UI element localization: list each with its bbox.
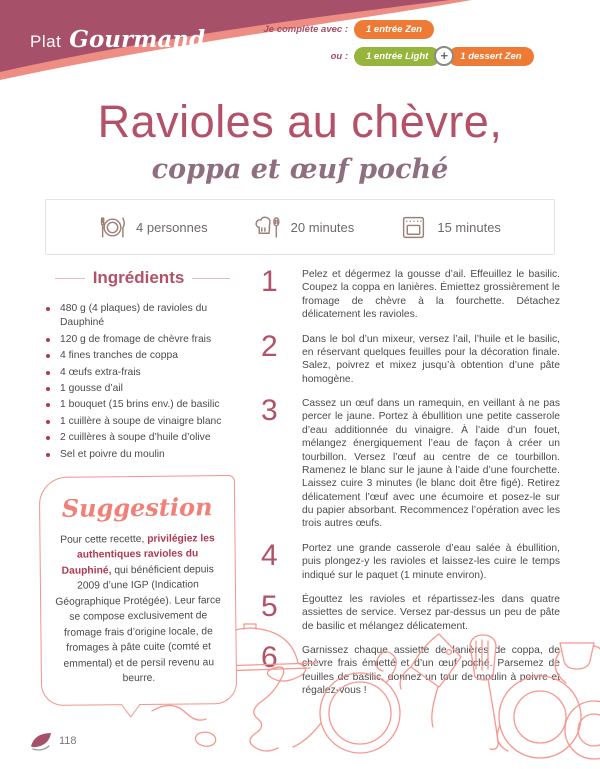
complete-row-2	[260, 46, 534, 66]
ingredient-item: 480 g (4 plaques) de ravioles du Dauphiné	[52, 302, 245, 331]
category-plain: Plat	[30, 32, 62, 51]
page-number: 118	[59, 735, 77, 747]
badge-entree-light: 1 entrée Light	[354, 47, 440, 66]
title-block	[0, 96, 600, 185]
step-3	[261, 394, 560, 531]
ingredient-item: 2 cuillères à soupe d’huile d’olive	[52, 431, 245, 445]
step-1	[261, 265, 560, 322]
step-text: Pelez et dégermez la gousse d’ail. Effeuillez le basilic. Coupez la coppa en lanières. Émiettez grossièrement le fromage de chèvre à la fourchette. Détachez délicatement les ravioles.	[302, 269, 560, 321]
servings-item	[99, 214, 208, 241]
category-script: Gourmand	[69, 26, 206, 53]
bubble-tail	[122, 694, 140, 718]
step-text: Égouttez les ravioles et répartissez-les dans quatre assiettes de service. Versez par-dessus un peu de pâte de basilic et mélangez délicatement.	[302, 593, 560, 632]
ingredient-item: 120 g de fromage de chèvre frais	[52, 333, 245, 347]
step-number: 1	[261, 265, 278, 298]
oven-icon	[400, 214, 427, 241]
page-footer	[28, 731, 77, 751]
step-number: 2	[261, 329, 278, 363]
step-text: Garnissez chaque assiette de lanières de coppa, de chèvre frais émietté et d’un œuf poché. Parsemez de feuilles de basilic, donnez un tour de moulin à poivre et régalez-vous !	[302, 645, 560, 697]
step-text: Portez une grande casserole d’eau salée à ébullition, puis plongez-y les ravioles et laissez-les cuire le temps indiqué sur le paquet (1 minute environ).	[302, 542, 560, 581]
step-2	[261, 329, 560, 387]
step-text: Dans le bol d’un mixeur, versez l’ail, l’huile et le basilic, en réservant quelques feuilles pour la décoration finale. Salez, poivrez et mixez jusqu’à obtention d’une pâte homogène.	[302, 333, 560, 385]
recipe-title: Ravioles au chèvre,	[97, 96, 503, 147]
suggestion-bold: privilégiez les authentiques ravioles du Dauphiné,	[61, 533, 215, 577]
ingredient-item: Sel et poivre du moulin	[52, 448, 245, 462]
cook-time-text: 15 minutes	[437, 219, 501, 235]
step-number: 3	[261, 394, 278, 427]
chef-hat-spoon-icon	[254, 214, 281, 241]
ingredient-item: 4 œufs extra-frais	[52, 366, 245, 380]
ingredients-column	[40, 268, 245, 709]
complete-row-1	[260, 20, 534, 39]
ingredient-item: 1 gousse d’ail	[52, 382, 245, 396]
suggestion-intro: Pour cette recette,	[60, 533, 148, 546]
ingredients-heading: Ingrédients	[40, 268, 245, 288]
step-number: 6	[261, 641, 278, 674]
category-label	[30, 26, 205, 53]
ingredient-item: 4 fines tranches de coppa	[52, 349, 245, 363]
step-number: 4	[261, 538, 278, 572]
step-4	[261, 538, 560, 582]
suggestion-heading: Suggestion	[61, 492, 213, 523]
suggestion-bubble	[39, 475, 237, 706]
complete-with-label: Je complète avec :	[263, 24, 348, 35]
ingredient-item: 1 cuillère à soupe de vinaigre blanc	[52, 415, 245, 429]
step-text: Cassez un œuf dans un ramequin, en veillant à ne pas percer le jaune. Portez à ébullition une petite casserole d’eau additionnée du vinaigre. À l’aide d’un fouet, mélangez énergiquement l’eau de façon à créer un tourbillon. Versez l’œuf au centre de ce tourbillon. Ramenez le blanc sur le jaune à l’aide d’une fourchette. Laissez cuire 3 minutes (le blanc doit être figé). Retirez délicatement l’œuf avec une écumoire et posez-le sur du papier absorbant. Recommencez l’opération avec les trois autres œufs.	[302, 398, 560, 530]
ingredient-item: 1 bouquet (15 brins env.) de basilic	[52, 398, 245, 412]
cook-time-item	[400, 214, 501, 241]
ingredients-list	[40, 302, 245, 462]
complete-with-block	[260, 20, 534, 66]
recipe-subtitle: coppa et œuf poché	[151, 154, 449, 185]
prep-time-item	[254, 214, 355, 241]
badge-dessert-zen: 1 dessert Zen	[448, 47, 533, 66]
badge-entree-zen: 1 entrée Zen	[354, 20, 434, 39]
plate-cutlery-icon	[99, 214, 126, 241]
suggestion-rest: qui bénéficient depuis 2009 d’une IGP (Indication Géographique Protégée). Leur farce se compose exclusivement de fromage frais d’origine locale, de fromages à pâte cuite (comté et emmental) et de persil revenu au beurre.	[55, 564, 221, 685]
or-label: ou :	[330, 50, 348, 62]
step-number: 5	[261, 589, 278, 623]
prep-time-text: 20 minutes	[290, 219, 355, 235]
plus-icon: +	[434, 46, 454, 66]
suggestion-text	[52, 531, 224, 687]
info-bar	[45, 199, 555, 255]
leaf-icon	[28, 731, 54, 751]
servings-text: 4 personnes	[136, 219, 208, 235]
